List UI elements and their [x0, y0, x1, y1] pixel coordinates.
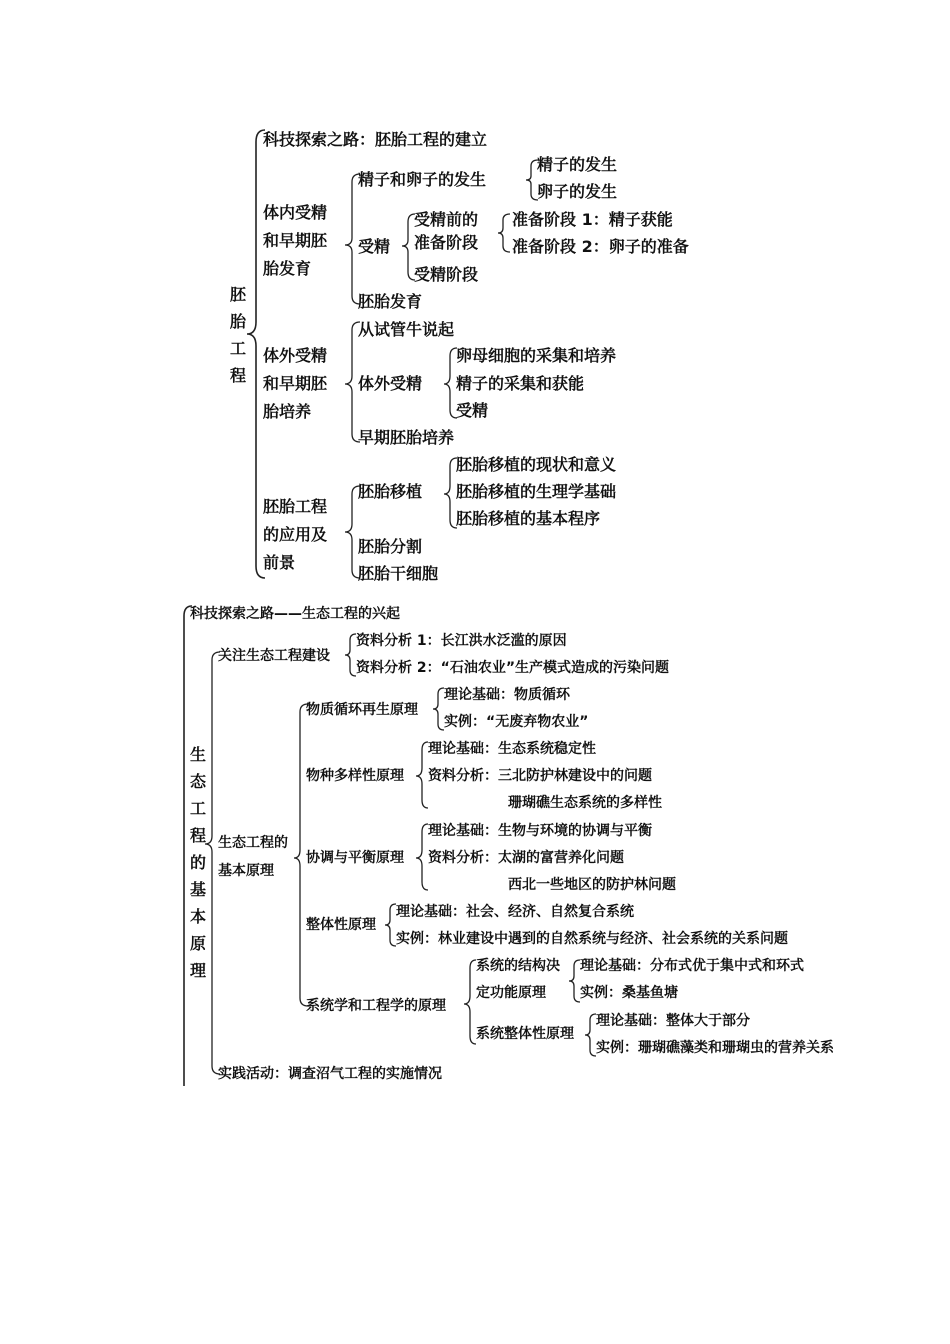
- embryo-application-line1: 胚胎工程: [263, 497, 328, 516]
- transfer-procedure-node: 胚胎移植的基本程序: [456, 509, 601, 528]
- balance-theory: 理论基础：生物与环境的协调与平衡: [428, 823, 652, 839]
- fert-stage-node: 受精阶段: [414, 265, 479, 284]
- sperm-gen-node: 精子的发生: [537, 155, 618, 174]
- prep-stage-1-node: 准备阶段 1：精子获能: [512, 210, 673, 229]
- embryo-application-line3: 前景: [263, 553, 296, 572]
- system-integrity-theory: 理论基础：整体大于部分: [596, 1013, 750, 1029]
- embryo-application-node: [263, 497, 327, 572]
- embryo-invitro-node: [262, 346, 328, 421]
- structure-function-line2: 定功能原理: [476, 985, 546, 1001]
- integrity-example: 实例：林业建设中遇到的自然系统与经济、社会系统的关系问题: [396, 931, 788, 947]
- embryo-root-label: [229, 285, 247, 385]
- embryo-history-node: 科技探索之路：胚胎工程的建立: [263, 130, 488, 149]
- embryo-invivo-line2: 和早期胚: [263, 231, 328, 250]
- early-culture-node: 早期胚胎培养: [358, 428, 455, 447]
- structure-example: 实例：桑基鱼塘: [580, 985, 678, 1001]
- system-integrity-node: 系统整体性原理: [476, 1026, 574, 1042]
- prep-stage-brace: [498, 214, 510, 252]
- structure-theory: 理论基础：分布式优于集中式和环式: [580, 958, 804, 974]
- structure-function-brace: [569, 960, 580, 1002]
- integrity-brace: [385, 904, 396, 946]
- prep-stage-2-node: 准备阶段 2：卵子的准备: [512, 237, 689, 256]
- egg-gen-node: 卵子的发生: [537, 182, 618, 201]
- diversity-coral: 珊瑚礁生态系统的多样性: [508, 795, 662, 811]
- principle-balance: 协调与平衡原理: [306, 850, 404, 866]
- embryo-invivo-line1: 体内受精: [263, 203, 328, 222]
- integrity-theory: 理论基础：社会、经济、自然复合系统: [396, 904, 634, 920]
- transfer-physio-node: 胚胎移植的生理学基础: [456, 482, 617, 501]
- embryo-invivo-line3: 胎发育: [263, 259, 312, 278]
- eco-principles-line1: 生态工程的: [218, 835, 288, 851]
- eco-history-node: 科技探索之路——生态工程的兴起: [190, 606, 400, 622]
- cycle-example: 实例：“无废弃物农业”: [444, 714, 589, 730]
- cycle-theory: 理论基础：物质循环: [444, 687, 570, 703]
- principle-diversity: 物种多样性原理: [306, 768, 404, 784]
- ivf-node: 体外受精: [358, 374, 423, 393]
- prep-stage-line1: 受精前的: [414, 210, 479, 229]
- eco-root-text: 生态工程的基本原理: [190, 745, 207, 980]
- embryo-stem-node: 胚胎干细胞: [358, 564, 439, 583]
- principle-integrity: 整体性原理: [306, 917, 376, 933]
- cycle-brace: [433, 688, 444, 730]
- attention-brace: [345, 634, 356, 676]
- system-integrity-example: 实例：珊瑚礁藻类和珊瑚虫的营养关系: [596, 1040, 834, 1056]
- eco-main-brace: [184, 606, 192, 1086]
- eco-practice-node: 实践活动：调查沼气工程的实施情况: [218, 1066, 442, 1082]
- transfer-status-node: 胚胎移植的现状和意义: [456, 455, 617, 474]
- fertilization-node: 受精: [358, 237, 391, 256]
- embryo-split-node: 胚胎分割: [358, 537, 423, 556]
- embryo-application-line2: 的应用及: [263, 525, 328, 544]
- principle-systems: 系统学和工程学的原理: [306, 998, 446, 1014]
- eco-principles-node: [218, 834, 288, 879]
- embryo-engineering-map: [229, 130, 689, 583]
- systems-brace: [464, 960, 476, 1044]
- sperm-collect-node: 精子的采集和获能: [456, 374, 585, 393]
- ivf-fert-node: 受精: [456, 401, 489, 420]
- eco-principles-line2: 基本原理: [218, 863, 274, 879]
- balance-brace: [416, 824, 428, 890]
- embryo-invitro-line1: 体外受精: [263, 346, 328, 365]
- prep-stage-line2: 准备阶段: [414, 233, 479, 252]
- diversity-theory: 理论基础：生态系统稳定性: [428, 741, 596, 757]
- attention-data2: 资料分析 2：“石油农业”生产模式造成的污染问题: [356, 660, 670, 676]
- embryo-root-text: 胚胎工程: [230, 285, 247, 385]
- balance-data: 资料分析：太湖的富营养化问题: [428, 850, 624, 866]
- attention-data1: 资料分析 1：长江洪水泛滥的原因: [356, 633, 567, 649]
- eco-root-label: [190, 745, 207, 980]
- eco-engineering-map: [184, 605, 834, 1086]
- embryo-invitro-line3: 胎培养: [263, 402, 312, 421]
- balance-northwest: 西北一些地区的防护林问题: [508, 877, 676, 893]
- eco-attention-node: 关注生态工程建设: [218, 648, 330, 664]
- system-integrity-brace: [585, 1014, 596, 1056]
- embryo-invivo-node: [262, 203, 328, 278]
- diversity-brace: [416, 742, 428, 808]
- embryo-transfer-node: 胚胎移植: [358, 482, 423, 501]
- structure-function-line1: 系统的结构决: [476, 958, 560, 974]
- sperm-egg-node: 精子和卵子的发生: [358, 170, 487, 189]
- principle-cycle: 物质循环再生原理: [306, 702, 418, 718]
- diversity-data: 资料分析：三北防护林建设中的问题: [428, 768, 652, 784]
- test-tube-cow-node: 从试管牛说起: [358, 320, 455, 339]
- embryo-invitro-line2: 和早期胚: [263, 374, 328, 393]
- embryo-development-node: 胚胎发育: [358, 292, 423, 311]
- oocyte-node: 卵母细胞的采集和培养: [456, 346, 617, 365]
